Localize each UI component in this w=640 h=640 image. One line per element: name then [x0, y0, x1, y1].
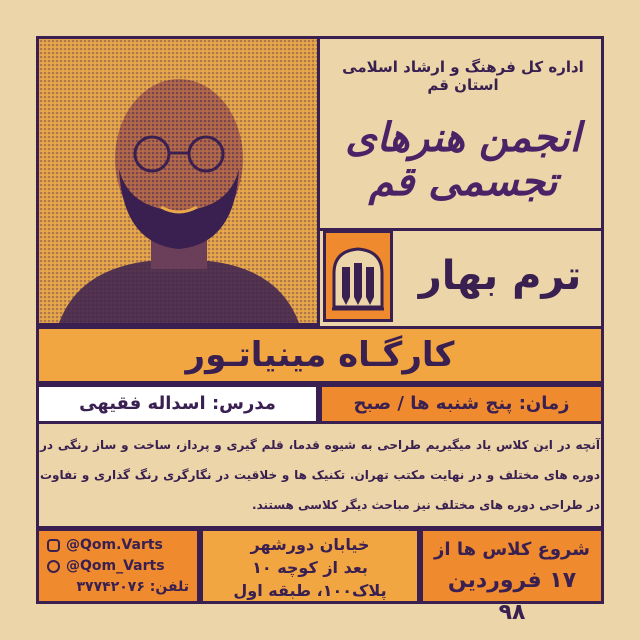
address-box — [200, 528, 420, 604]
instagram-icon — [47, 539, 60, 552]
telegram-row[interactable] — [47, 556, 189, 577]
department-name: اداره کل فرهنگ و ارشاد اسلامی استان قم — [342, 58, 584, 94]
start-date-box — [420, 528, 604, 625]
frame-left — [36, 424, 39, 528]
telegram-icon — [47, 560, 60, 573]
course-description: آنچه در این کلاس یاد میگیریم طراحی به شیوه قدما، قلم گیری و پرداز، ساخت و ساز رنگی در دوره های مختلف و در نهایت مکتب تهران. تکنیک ها و خلاقیت در نگارگری رنگ گذاری و تفاوت در طراحی دوره های مختلف نیز مباحث دیگر کلاسی هستند. — [40, 438, 600, 512]
association-logo — [322, 86, 604, 228]
workshop-title: کارگـاه مینیاتـور — [36, 326, 604, 384]
telegram-handle: @Qom_Varts — [66, 558, 165, 574]
start-date: ۱۷ فروردین ۹۸ — [447, 568, 577, 625]
pencils-emblem-icon — [326, 233, 390, 319]
teacher-name: مدرس: اسداله فقیهی — [36, 384, 319, 424]
contact-box — [36, 528, 200, 604]
association-name: انجمن هنرهای تجسمی قم — [345, 114, 581, 205]
instagram-handle: @Qom.Varts — [66, 537, 163, 553]
address-line-1: خیابان دورشهر — [250, 535, 370, 554]
schedule-time: زمان: پنج شنبه ها / صبح — [319, 384, 604, 424]
start-label: شروع کلاس ها از — [434, 539, 590, 560]
term-title: ترم بهار — [418, 253, 582, 299]
emblem-box — [323, 230, 393, 322]
phone-number: تلفن: ۳۷۷۴۲۰۷۶ — [76, 579, 189, 595]
address-line-2: بعد از کوچه ۱۰ — [252, 558, 368, 577]
teacher-photo — [36, 36, 320, 326]
instagram-row[interactable] — [47, 535, 189, 556]
address-line-3: پلاک۱۰۰، طبقه اول — [233, 581, 387, 600]
